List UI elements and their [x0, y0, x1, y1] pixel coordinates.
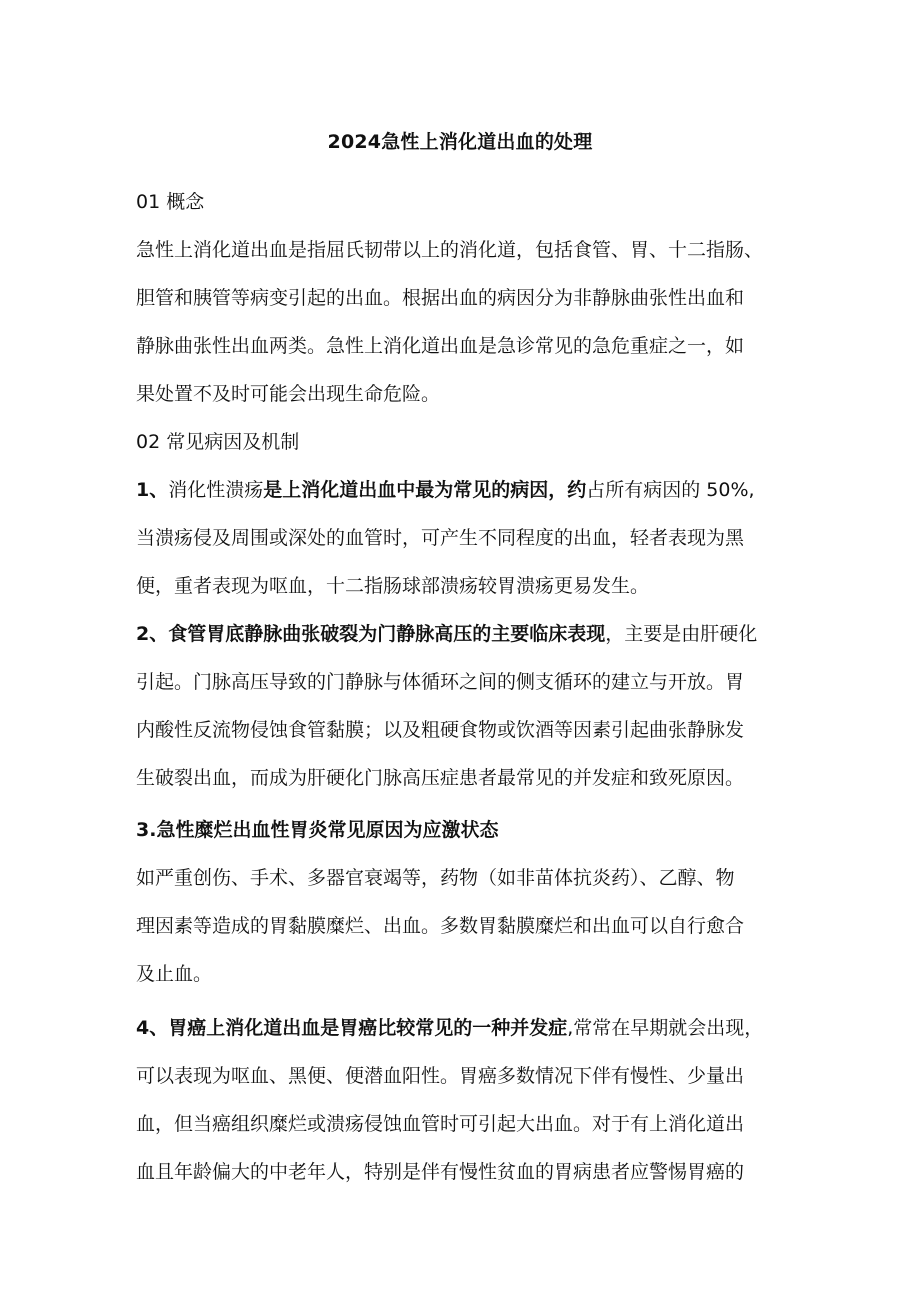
paragraph-line: 急性上消化道出血是指屈氏韧带以上的消化道，包括食管、胃、十二指肠、	[136, 239, 764, 261]
section-heading-causes: 02 常见病因及机制	[136, 431, 300, 453]
paragraph-line: 血且年龄偏大的中老年人，特别是伴有慢性贫血的胃病患者应警惕胃癌的	[136, 1161, 745, 1183]
paragraph-line: 及止血。	[136, 963, 213, 985]
item3-heading: 3.急性糜烂出血性胃炎常见原因为应激状态	[136, 819, 499, 841]
item1-line1	[136, 471, 796, 509]
paragraph-line: 当溃疡侵及周围或深处的血管时，可产生不同程度的出血，轻者表现为黑	[136, 527, 745, 549]
paragraph-line: 胆管和胰管等病变引起的出血。根据出血的病因分为非静脉曲张性出血和	[136, 287, 745, 309]
item1-topic: 消化性溃疡	[168, 479, 264, 501]
item4-continuation: ,常常在早期就会出现，	[567, 1017, 764, 1039]
paragraph-line: 便，重者表现为呕血，十二指肠球部溃疡较胃溃疡更易发生。	[136, 575, 650, 597]
item1-key-statement: 是上消化道出血中最为常见的病因，约	[263, 479, 587, 501]
document-title: 2024急性上消化道出血的处理	[327, 131, 593, 153]
paragraph-line: 生破裂出血，而成为肝硬化门脉高压症患者最常见的并发症和致死原因。	[136, 767, 745, 789]
item4-line1	[136, 1009, 796, 1047]
paragraph-line: 血，但当癌组织糜烂或溃疡侵蚀血管时可引起大出血。对于有上消化道出	[136, 1113, 745, 1135]
item4-key-statement: 4、胃癌上消化道出血是胃癌比较常见的一种并发症	[136, 1017, 568, 1039]
item1-number: 1、	[136, 479, 169, 501]
item2-continuation: ，主要是由肝硬化	[605, 623, 758, 645]
item1-percentage: 占所有病因的 50%,	[586, 479, 755, 501]
paragraph-line: 可以表现为呕血、黑便、便潜血阳性。胃癌多数情况下伴有慢性、少量出	[136, 1065, 745, 1087]
item2-line1	[136, 615, 796, 653]
paragraph-line: 如严重创伤、手术、多器官衰竭等，药物（如非苗体抗炎药）、乙醇、物	[136, 867, 735, 889]
paragraph-line: 内酸性反流物侵蚀食管黏膜；以及粗硬食物或饮酒等因素引起曲张静脉发	[136, 719, 745, 741]
paragraph-line: 引起。门脉高压导致的门静脉与体循环之间的侧支循环的建立与开放。胃	[136, 671, 745, 693]
item2-key-statement: 2、食管胃底静脉曲张破裂为门静脉高压的主要临床表现	[136, 623, 606, 645]
paragraph-line: 理因素等造成的胃黏膜糜烂、出血。多数胃黏膜糜烂和出血可以自行愈合	[136, 915, 745, 937]
section-heading-concept: 01 概念	[136, 191, 205, 213]
paragraph-line: 果处置不及时可能会出现生命危险。	[136, 383, 441, 405]
paragraph-line: 静脉曲张性出血两类。急性上消化道出血是急诊常见的急危重症之一，如	[136, 335, 745, 357]
